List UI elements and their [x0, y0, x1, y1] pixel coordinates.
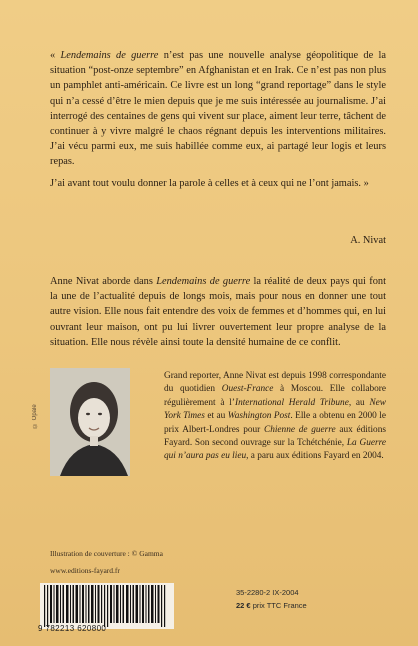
bio-paragraph: Grand reporter, Anne Nivat est depuis 1998 correspondante du quotidien Ouest-France à Moscou. Elle collabore régulièrement à l’International Herald Tribune, au New York Times et au Washington Post. Elle a obtenu en 2000 le prix Albert-Londres pour Chienne de guerre aux éditions Fayard. Son second ouvrage sur la Tchétchénie, La Guerre qui n’aura pas eu lieu, a paru aux éditions Fayard en 2004. [164, 371, 387, 462]
photo-credit: © Opale [32, 404, 38, 428]
description-text: la réalité de deux pays qui font la une de l’actualité depuis de longs mois, mais pour nous en donner une tout autre vision. Elle nous fait entendre des voix de femmes et d’hommes qui, en lui ouvrant leur maison, ont pu lui livrer ouvertement leur propre analyse de la situation. Elle nous révèle ainsi toute la densité humaine de ce conflit. [50, 276, 386, 348]
publisher-website[interactable]: www.editions-fayard.fr [50, 566, 120, 575]
quote-signature: A. Nivat [350, 235, 386, 246]
bio-newspaper-nyt: New York Times [164, 397, 387, 422]
bio-newspaper-ouest-france: Ouest-France [221, 384, 274, 395]
description-book-title: Lendemains de guerre [156, 276, 251, 287]
author-portrait-image [50, 368, 130, 476]
description-paragraph [50, 274, 386, 350]
author-biography [164, 370, 386, 464]
author-quote [50, 48, 386, 191]
bio-book-la-guerre: La Guerre qui n’aura pas eu lieu [164, 438, 387, 462]
description-lead: Anne Nivat aborde dans [50, 276, 157, 287]
price-label: prix TTC France [250, 601, 307, 610]
quote-paragraph-1 [50, 48, 386, 170]
barcode-number: 9 782213 620800 [38, 624, 107, 633]
quote-paragraph-2: J’ai avant tout voulu donner la parole à celles et à ceux qui ne l’ont jamais. » [50, 177, 369, 189]
price [236, 601, 307, 610]
bio-newspaper-wapo: Washington Post [227, 411, 291, 422]
book-description [50, 274, 386, 350]
bio-newspaper-iht: International Herald Tribune [234, 397, 349, 408]
author-photo [50, 368, 130, 476]
isbn-code: 35-2280-2 IX-2004 [236, 588, 299, 597]
quote-open-mark: « [50, 50, 61, 61]
cover-illustration-credit: Illustration de couverture : © Gamma [50, 549, 163, 558]
quote-text-1: n’est pas une nouvelle analyse géopolitique de la situation “post-onze septembre” en Afghanistan et en Irak. Ce n’est pas non plus un pamphlet anti-américain. Ce livre est un long “grand reportage” dans le style qui n’a cessé d’être le mien depuis que je me suis intéressée au journalisme. J’ai interrogé des centaines de gens qui vivent sur place, aiment leur terre, tâchent de continuer à y vivre malgré le chaos régnant depuis les interventions militaires. J’ai vécu parmi eux, me suis habillée comme eux, ai partagé leur logis et leurs repas. [50, 50, 386, 168]
quote-book-title: Lendemains de guerre [60, 50, 159, 61]
bio-book-chienne-de-guerre: Chienne de guerre [264, 424, 336, 435]
price-amount: 22 € [236, 601, 251, 610]
